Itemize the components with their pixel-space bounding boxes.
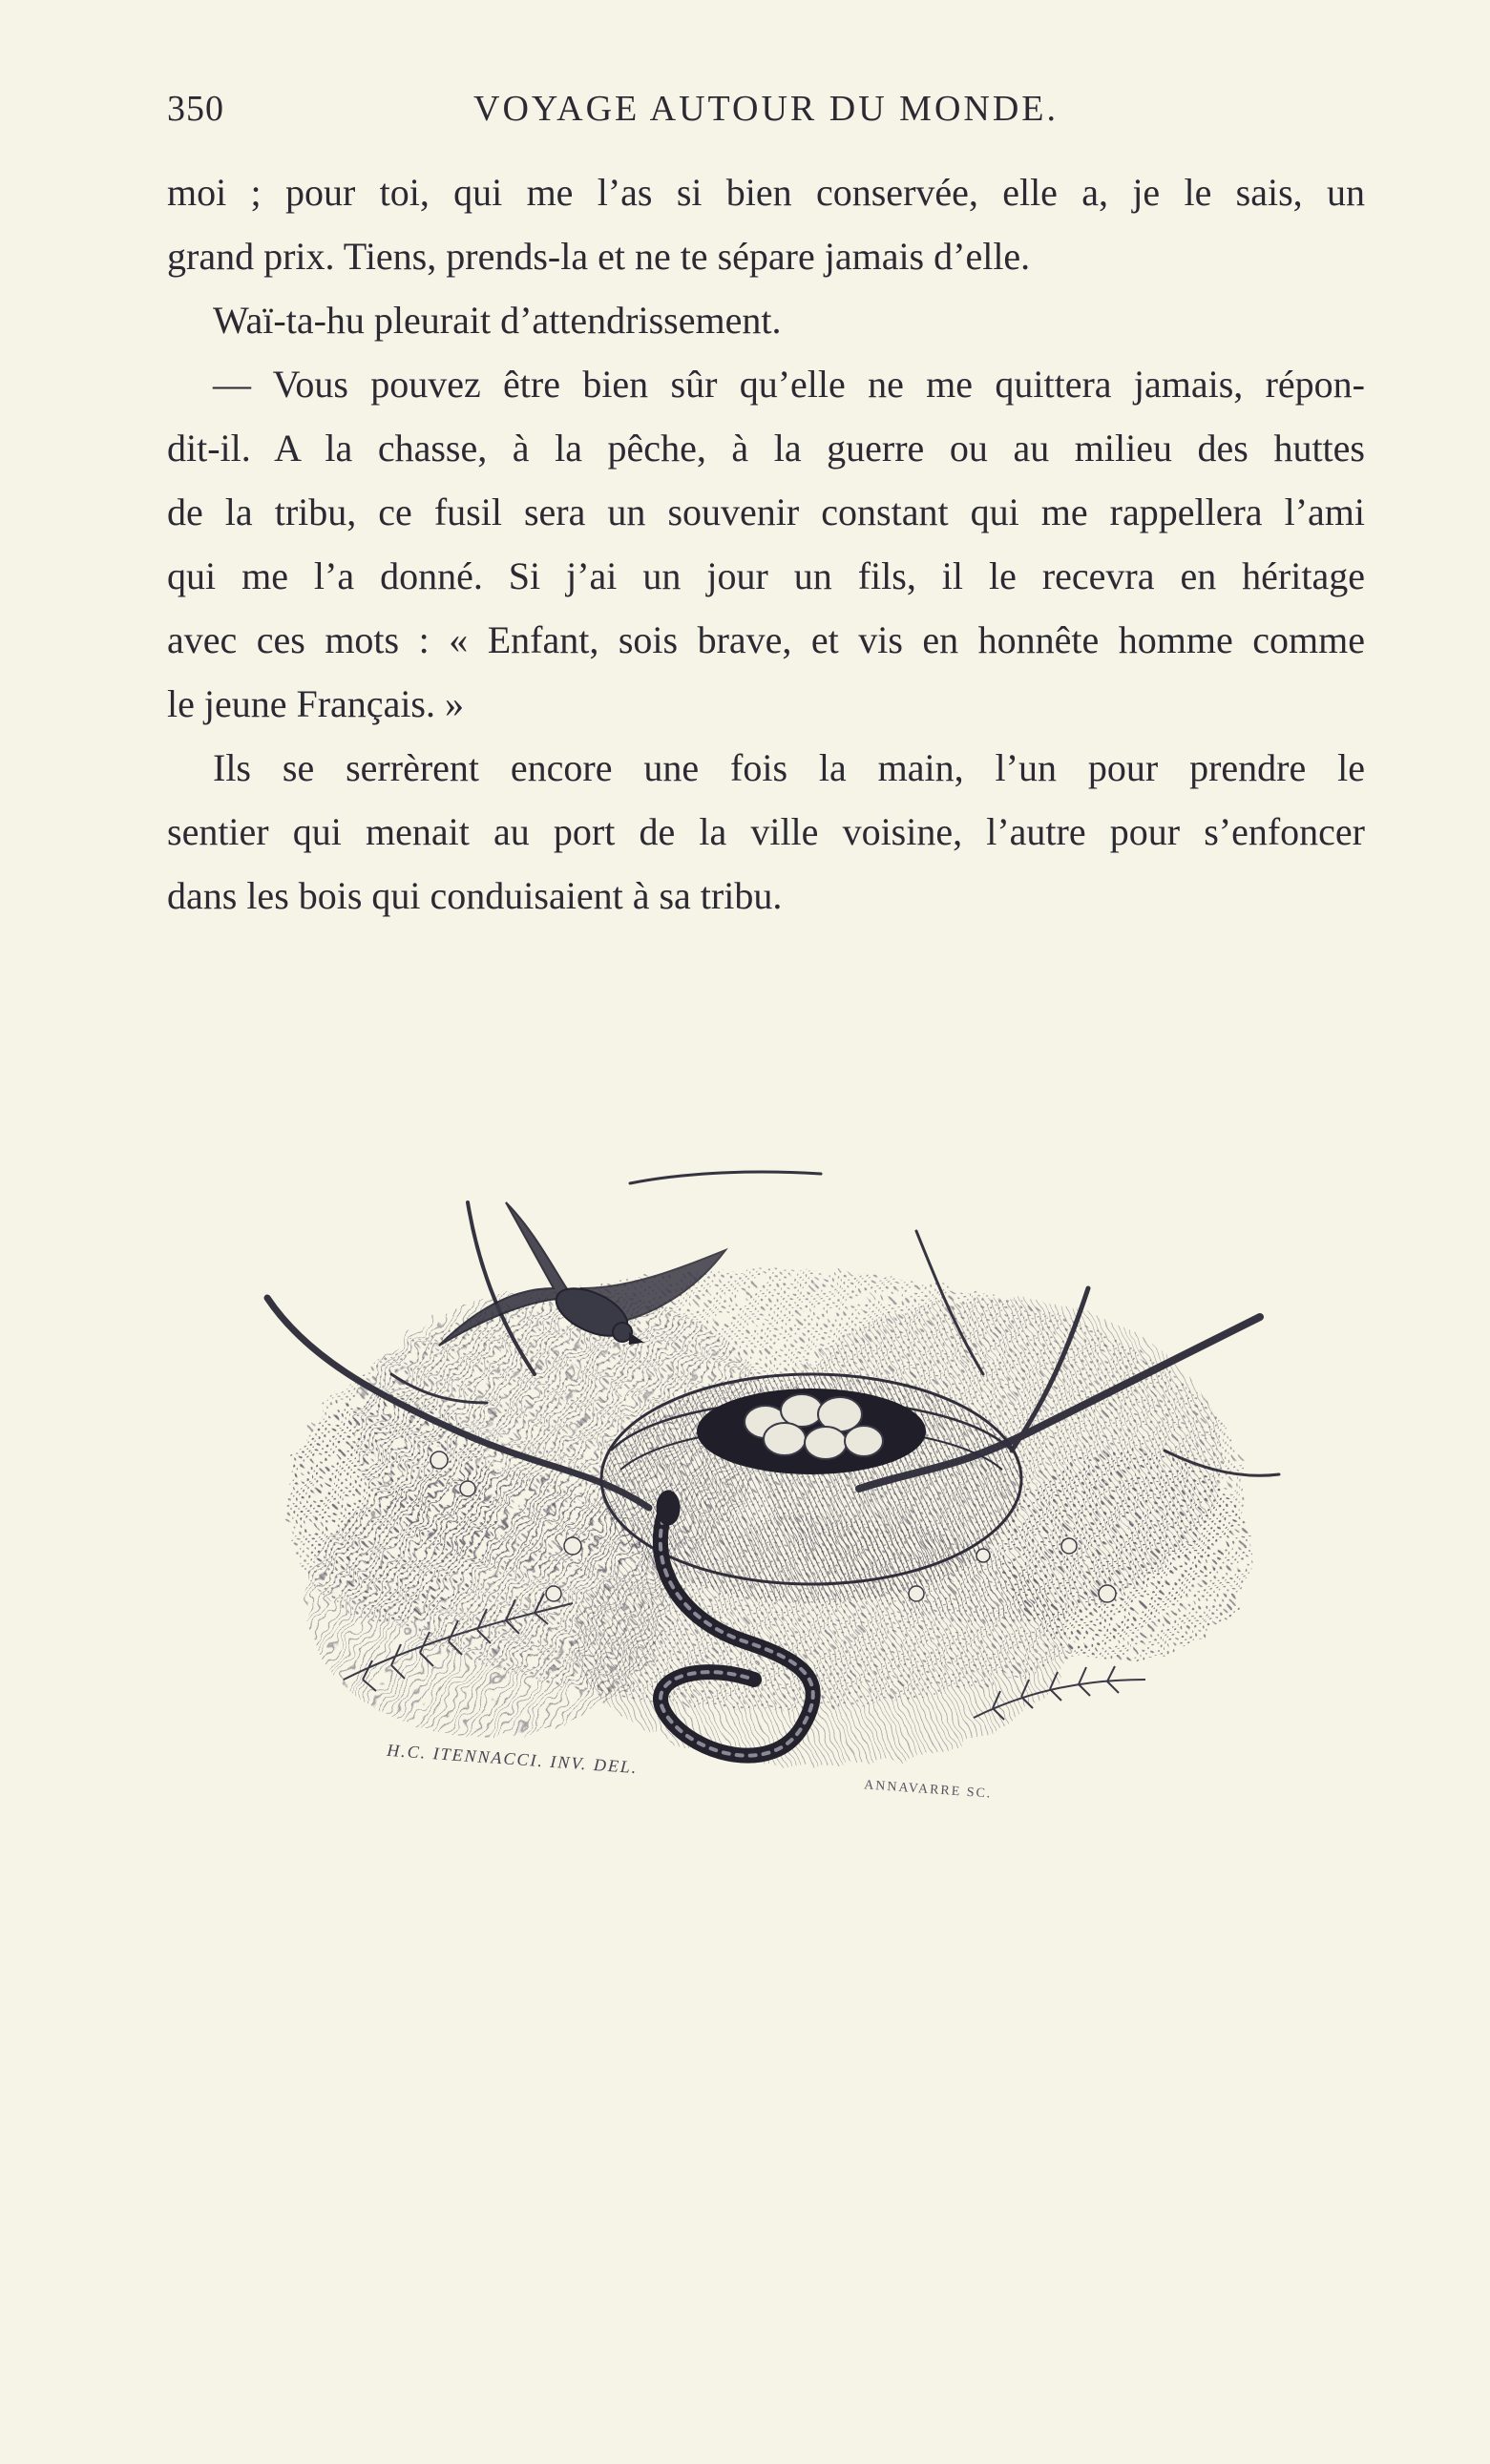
text-line: Ils se serrèrent encore une fois la main, l’un pour prendre le xyxy=(213,746,1365,789)
text-line: moi ; pour toi, qui me l’as si bien conservée, elle a, je le sais, un xyxy=(167,171,1365,214)
running-head xyxy=(167,88,1365,136)
text-line: — Vous pouvez être bien sûr qu’elle ne me quittera jamais, répon- xyxy=(213,363,1365,406)
text-line: de la tribu, ce fusil sera un souvenir constant qui me rappellera l’ami xyxy=(167,491,1365,533)
text-line: dit-il. A la chasse, à la pêche, à la guerre ou au milieu des huttes xyxy=(167,427,1365,470)
text-line: le jeune Français. » xyxy=(167,682,464,725)
text-line: qui me l’a donné. Si j’ai un jour un fils, il le recevra en héritage xyxy=(167,554,1365,597)
text-line: avec ces mots : « Enfant, sois brave, et vis en honnête homme comme xyxy=(167,618,1365,661)
egg xyxy=(805,1427,847,1459)
nest-engraving xyxy=(248,1145,1289,1813)
text-line: dans les bois qui conduisaient à sa tribu. xyxy=(167,874,783,917)
egg xyxy=(764,1423,806,1455)
text-line: Waï-ta-hu pleurait d’attendrissement. xyxy=(213,299,782,342)
egg xyxy=(781,1394,823,1427)
illustrator-signature: H.C. ITENNACCI. INV. DEL. xyxy=(386,1740,640,1778)
egg xyxy=(845,1426,883,1456)
body-text xyxy=(167,160,1365,928)
text-line: sentier qui menait au port de la ville voisine, l’autre pour s’enfoncer xyxy=(167,810,1365,853)
running-title: VOYAGE AUTOUR DU MONDE. xyxy=(473,89,1059,129)
page-number: 350 xyxy=(167,89,224,129)
engraver-signature: ANNAVARRE SC. xyxy=(863,1778,993,1802)
text-line: grand prix. Tiens, prends-la et ne te sépare jamais d’elle. xyxy=(167,235,1031,278)
